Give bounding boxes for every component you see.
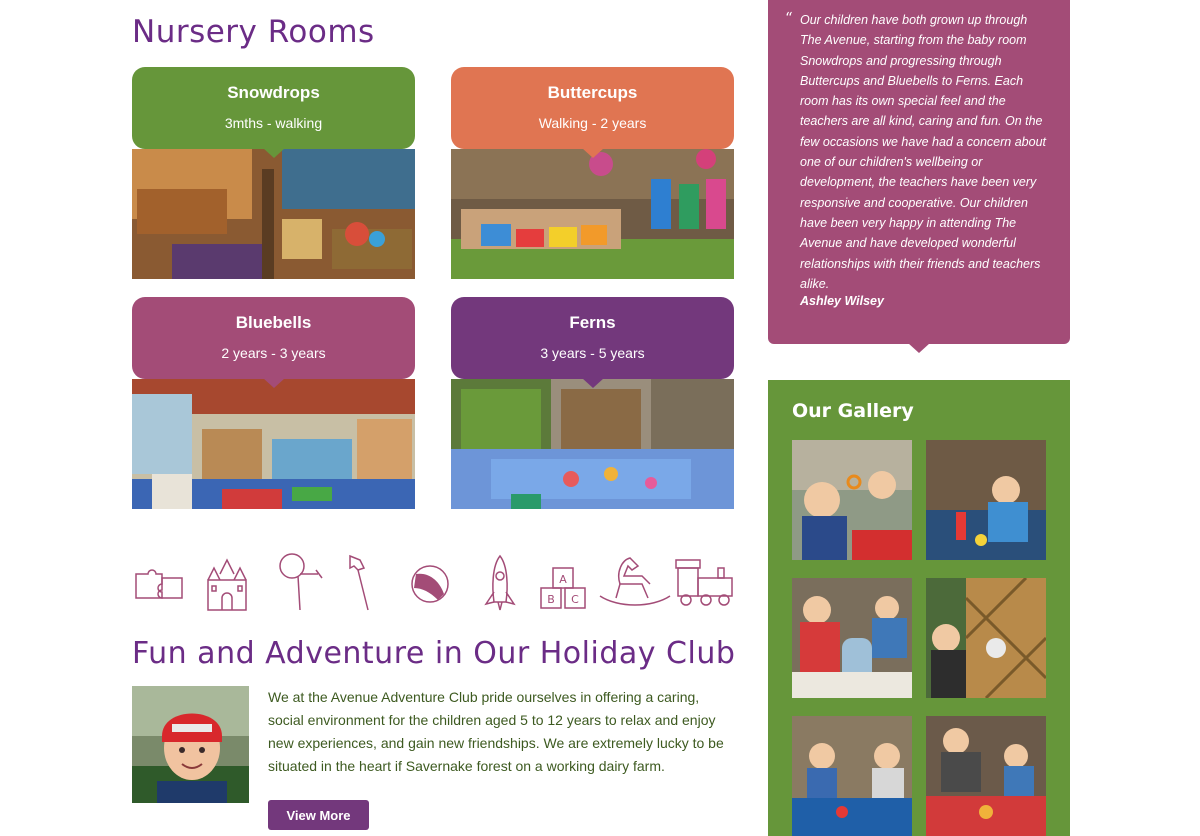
room-name: Bluebells [235,313,312,332]
magnifier-icon [270,552,332,614]
testimonial-box [768,0,1070,344]
ferns-photo [451,379,734,509]
block-letter: A [559,573,567,586]
gallery-thumb[interactable] [926,716,1046,836]
block-letter: B [547,593,555,606]
buttercups-photo [451,149,734,279]
room-card-buttercups[interactable] [451,67,734,279]
room-name: Ferns [569,313,616,332]
room-name: Snowdrops [227,83,320,102]
holiday-club-description: We at the Avenue Adventure Club pride ourselves in offering a caring, social environment for the children aged 5 to 12 years to relax and enjoy new experiences, and gain new friendships. We are extremely lucky to be situated in the heart if Savernake forest on a working dairy farm. [268,689,724,774]
room-age: 3 years - 5 years [540,345,645,361]
ball-icon [410,552,450,614]
block-letter: C [571,593,579,606]
room-age: 3mths - walking [224,115,323,131]
testimonial-author: Ashley Wilsey [800,294,884,308]
gallery-panel [768,380,1070,836]
room-name: Buttercups [547,83,638,102]
gallery-thumb[interactable] [792,716,912,836]
view-more-button[interactable]: View More [268,800,369,830]
gallery-heading: Our Gallery [792,400,914,422]
castle-icon [204,552,250,614]
nursery-rooms-heading: Nursery Rooms [132,14,375,50]
testimonial-text: Our children have both grown up through The Avenue, starting from the baby room Snowdrops and progressing through Buttercups and Bluebells to Ferns. Each room has its own special feel and the teachers are all kind, caring and fun. On the few occasions we have had a concern about one of our children's wellbeing or development, the teachers have been very responsive and cooperative. Our children have been very happy in attending The Avenue and have developed wonderful relationships with their friends and teachers alike. [800,13,1046,291]
room-age: 2 years - 3 years [221,345,326,361]
holiday-club-photo [132,686,249,803]
gallery-thumb[interactable] [926,440,1046,560]
holiday-club-heading: Fun and Adventure in Our Holiday Club [132,636,736,671]
room-card-ferns[interactable] [451,297,734,509]
snowdrops-photo [132,149,415,279]
puzzle-icon [132,552,188,614]
rocket-icon [482,552,518,614]
quote-icon: “ [785,9,793,27]
room-card-bluebells[interactable] [132,297,415,509]
rocking-horse-icon [598,552,672,614]
bluebells-photo [132,379,415,509]
blocks-icon [537,552,593,614]
room-card-snowdrops[interactable] [132,67,415,279]
hobby-horse-icon [344,552,374,614]
gallery-thumb[interactable] [792,440,912,560]
room-age: Walking - 2 years [538,115,647,131]
gallery-thumb[interactable] [792,578,912,698]
gallery-thumb[interactable] [926,578,1046,698]
toy-icons-row [132,552,736,614]
train-icon [674,552,736,614]
